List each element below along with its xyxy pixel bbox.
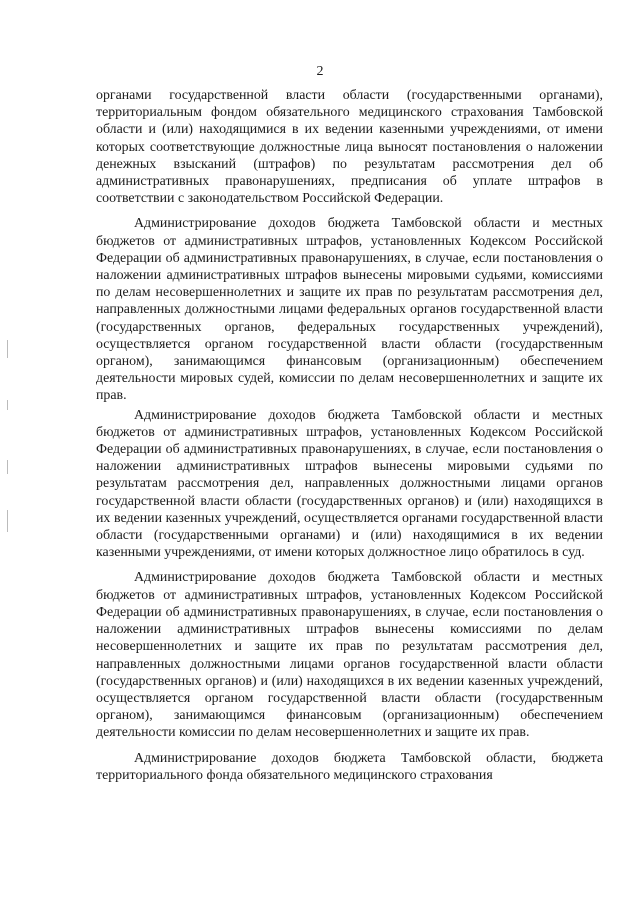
- paragraph: Администрирование доходов бюджета Тамбовской области и местных бюджетов от административных штрафов, установленных Кодексом Российской Федерации об административных правонарушениях, в случае, если постановления о наложении административных штрафов вынесены комиссиями по делам несовершеннолетних и защите их прав по результатам рассмотрения дел, направленных должностными лицами органов государственной власти области (государственных органов) и (или) находящихся в их ведении казенных учреждений, осуществляется органом государственной власти области (государственным органом), занимающимся финансовым (организационным) обеспечением деятельности комиссии по делам несовершеннолетних и защите их прав.: [96, 570, 603, 741]
- paragraph: Администрирование доходов бюджета Тамбовской области и местных бюджетов от административных штрафов, установленных Кодексом Российской Федерации об административных правонарушениях, в случае, если постановления о наложении административных штрафов вынесены мировыми судьями по результатам рассмотрения дел, направленных должностными лицами органов государственной власти области (государственных органов) и (или) находящихся в их ведении казенных учреждений, осуществляется органами государственной власти области (государственными органами) и (или) находящимися в их ведении казенными учреждениями, от имени которых должностное лицо обратилось в суд.: [96, 407, 603, 561]
- page-number: 2: [316, 64, 324, 79]
- scan-margin-marks: [7, 340, 9, 540]
- paragraph: Администрирование доходов бюджета Тамбовской области, бюджета территориального фонда обязательного медицинского страхования: [96, 750, 603, 783]
- paragraph-continuation: органами государственной власти области (государственными органами), территориальным фондом обязательного медицинского страхования Тамбовской области и (или) находящимися в их ведении казенными учреждениями, от имени которых соответствующие должностные лица выносят постановления о наложении денежных взысканий (штрафов) по результатам рассмотрения дел об административных правонарушениях, предписания об уплате штрафов в соответствии с законодательством Российской Федерации.: [96, 88, 603, 207]
- document-body: [96, 87, 603, 784]
- paragraph: Администрирование доходов бюджета Тамбовской области и местных бюджетов от административных штрафов, установленных Кодексом Российской Федерации об административных правонарушениях, в случае, если постановления о наложении административных штрафов вынесены мировыми судьями, комиссиями по делам несовершеннолетних и защите их прав по результатам рассмотрения дел, направленных должностными лицами федеральных органов государственной власти (государственных органов, федеральных государственных учреждений), осуществляется органом государственной власти области (государственным органом), занимающимся финансовым (организационным) обеспечением деятельности мировых судей, комиссии по делам несовершеннолетних и защите их прав.: [96, 216, 603, 404]
